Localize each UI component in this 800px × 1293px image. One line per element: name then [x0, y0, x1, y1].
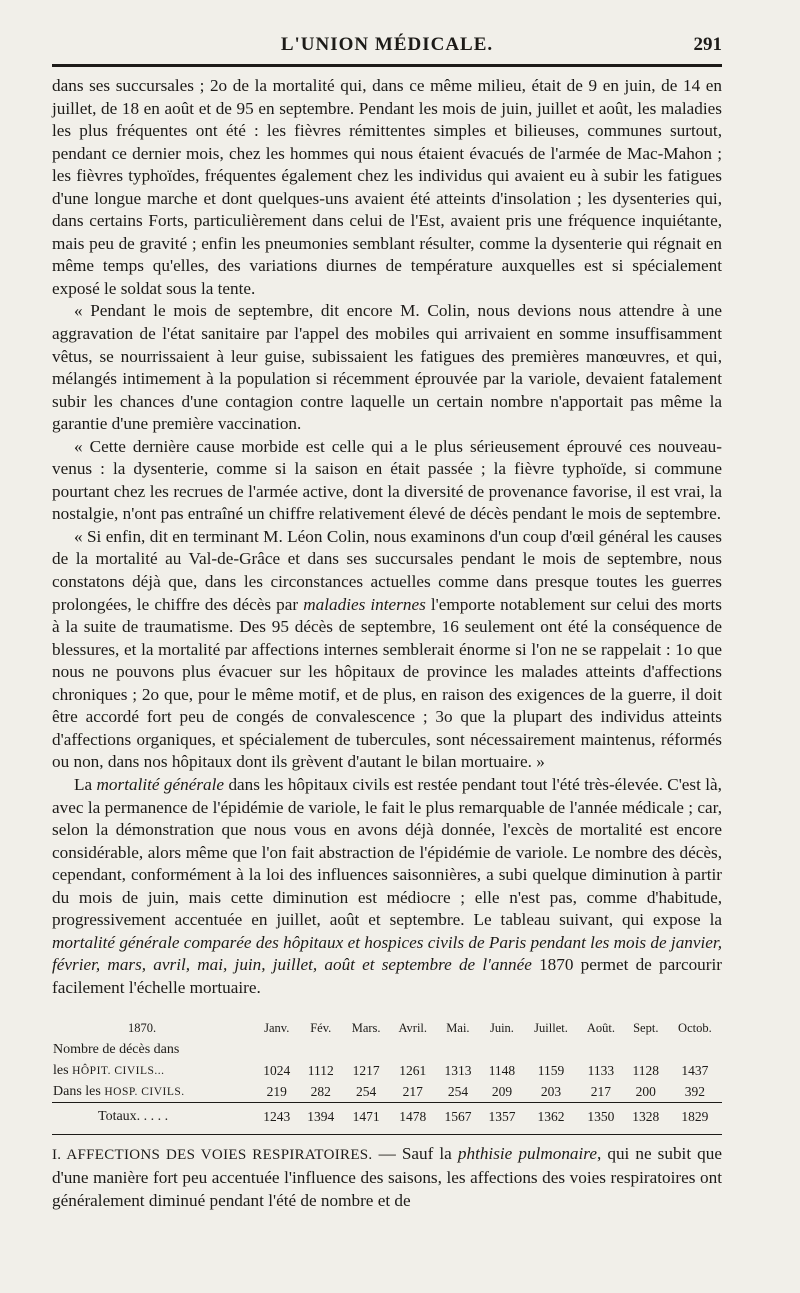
month-header: Octob.	[678, 1021, 712, 1036]
paragraph-4-italic: maladies internes	[303, 594, 426, 614]
table-cell: 1024	[263, 1062, 291, 1078]
section-heading: I. AFFECTIONS DES VOIES RESPIRATOIRES.	[52, 1147, 373, 1164]
page	[52, 20, 722, 1212]
month-header: Mars.	[351, 1021, 381, 1036]
table-cell: 1313	[444, 1062, 472, 1078]
section-italic: phthisie pulmonaire	[457, 1144, 597, 1164]
month-header: Avril.	[398, 1021, 428, 1036]
table-row	[52, 1060, 722, 1081]
month-header: Fév.	[310, 1021, 332, 1036]
paragraph-5-italic-2: mortalité générale comparée des hôpitaux et hospices civils de Paris pendant les mois de janvier, février, mars, avril, mai, juin, juillet, août et septembre de l'année	[52, 932, 722, 975]
table-cell: 217	[402, 1083, 423, 1099]
table-cell: 392	[684, 1083, 706, 1099]
section-text-b: , qui ne subit que d'une manière fort peu accentuée l'influence des saisons, les affections des voies respiratoires ont généralement diminué pendant l'été de nombre et de	[52, 1144, 722, 1210]
row-2-label-pre: Dans les	[53, 1083, 105, 1099]
table-cell: 1148	[488, 1062, 516, 1078]
table-cell: 1829	[668, 1103, 722, 1129]
table-cell: 1350	[578, 1103, 624, 1129]
table-cell: 1328	[624, 1103, 668, 1129]
paragraph-3: « Cette dernière cause morbide est celle qui a le plus sérieusement éprouvé ces nouveau-venus : la dysenterie, comme si la saison en était passée ; la fièvre typhoïde, si commune pourtant chez les recrues de l'armée active, dont la diversité de provenance favorise, il est vrai, la nostalgie, n'ont pas entraîné un chiffre relativement élevé de décès pendant le mois de septembre.	[52, 436, 722, 524]
paragraph-5	[52, 774, 722, 999]
row-1-label-sc: HÔPIT. CIVILS...	[72, 1064, 165, 1077]
month-header: Mai.	[446, 1021, 470, 1036]
table-cell: 1217	[352, 1062, 380, 1078]
paragraph-1: dans ses succursales ; 2o de la mortalité qui, dans ce même milieu, était de 9 en juin, de 14 en juillet, de 18 en août et de 95 en septembre. Pendant les mois de juin, juillet et août, les maladies les plus fréquentes ont été : les fièvres rémittentes simples et bilieuses, communes surtout, pendant ce dernier mois, chez les hommes qui nous étaient évacués de l'armée de Mac-Mahon ; les fièvres typhoïdes, fréquentes également chez les individus qui avaient eu à subir les fatigues d'une longue marche et dont quelques-uns avaient été atteints d'insolation ; les dysenteries qui, dans certains Forts, particulièrement dans celui de l'Est, avaient pris une fréquence inquiétante, mais peu de gravité ; enfin les pneumonies semblant résulter, comme la dysenterie qui régnait en même temps qu'elles, des variations diurnes de température auxquelles est si spécialement exposé le soldat sous la tente.	[52, 76, 722, 298]
table-cell: 1112	[307, 1062, 334, 1078]
table-cell: 254	[356, 1083, 377, 1099]
row-1-label	[52, 1060, 255, 1081]
paragraph-4	[52, 526, 722, 774]
page-number: 291	[693, 34, 722, 55]
paragraph-5-text-a: La	[74, 774, 97, 794]
paragraph-5-text-c: 1870 permet de parcourir facilement l'échelle mortuaire.	[52, 955, 722, 997]
table-cell: 209	[491, 1083, 513, 1099]
table-row	[52, 1081, 722, 1103]
table-cell: 1159	[537, 1062, 565, 1078]
month-header: Janv.	[264, 1021, 290, 1036]
month-header: Août.	[586, 1021, 615, 1036]
table-cell: 282	[310, 1083, 331, 1099]
table-totals-row	[52, 1103, 722, 1129]
table-cell: 203	[540, 1083, 562, 1099]
paragraph-2: « Pendant le mois de septembre, dit encore M. Colin, nous devions nous attendre à une aggravation de l'état sanitaire par l'appel des mobiles qui arrivaient en somme insuffisamment vêtus, se nourrissaient à leur guise, subissaient les fatigues des premières manœuvres, et qui, mélangés intimement à la population si récemment éprouvée par la variole, devaient fatalement subir les chances d'une contagion contre laquelle un certain nombre n'apportait pas même la garantie d'une première vaccination.	[52, 301, 722, 434]
table-cell: 1133	[587, 1062, 615, 1078]
paragraph-4-text-a: « Si enfin, dit en terminant M. Léon Colin, nous examinons d'un coup d'œil général les causes de la mortalité au Val-de-Grâce et dans ses succursales pendant le mois de septembre, nous constatons déjà que, dans les circonstances actuelles comme dans presque toutes les guerres prolongées, le chiffre des décès par	[52, 526, 722, 614]
month-header: Sept.	[633, 1021, 659, 1036]
paragraph-5-text-b: dans les hôpitaux civils est restée pendant tout l'été très-élevée. C'est là, avec la permanence de l'épidémie de variole, le fait le plus remarquable de l'année médicale ; car, selon la démonstration que nous vous en avons déjà donnée, l'excès de mortalité est encore considérable, alors même que l'on fait abstraction de l'épidémie de variole. Le nombre des décès, cependant, conformément à la loi des influences saisonnières, a subi quelque diminution à partir du mois de juin, mais cette diminution est médiocre ; elle n'est pas, comme d'habitude, progressivement accentuée en juillet, août et septembre. Le tableau suivant, qui expose la	[52, 774, 722, 930]
table-cell: 254	[447, 1083, 469, 1099]
table-cell: 1128	[632, 1062, 660, 1078]
body-text	[52, 75, 722, 999]
running-head	[52, 20, 722, 60]
month-header: Juillet.	[534, 1021, 568, 1036]
table-cell: 200	[635, 1083, 656, 1099]
table-cell: 1394	[299, 1103, 343, 1129]
section-text-a: — Sauf la	[372, 1144, 458, 1164]
paragraph-5-italic-1: mortalité générale	[96, 774, 225, 794]
table-cell: 1471	[343, 1103, 390, 1129]
totals-label: Totaux. . . . .	[52, 1103, 255, 1129]
table-cell: 1567	[436, 1103, 480, 1129]
row-2-label	[52, 1081, 255, 1103]
row-1-label-line-1: Nombre de décès dans	[53, 1041, 180, 1057]
table-cell: 219	[266, 1083, 287, 1099]
section-respiratory	[52, 1143, 722, 1212]
table-cell: 1261	[399, 1062, 427, 1078]
table-cell: 1243	[255, 1103, 299, 1129]
header-rule	[52, 64, 722, 67]
row-1-label-pre: les	[53, 1062, 73, 1078]
table-year: 1870.	[128, 1021, 157, 1036]
paragraph-4-text-b: l'emporte notablement sur celui des morts à la suite de traumatisme. Des 95 décès de septembre, 16 seulement ont été la conséquence de blessures, et la mortalité par affections internes semblerait énorme si l'on ne se rappelait : 1o que nous ne pouvons plus évacuer sur les hôpitaux de province les malades atteints d'affections chroniques ; 2o que, pour le même motif, et de plus, en raison des exigences de la guerre, il doit être accordé fort peu de congés de convalescence ; 3o que la plupart des individus atteints d'affections organiques, et spécialement de tubercules, sont nécessairement maintenus, réformés ou non, dans nos hôpitaux dont ils grèvent d'autant le bilan mortuaire. »	[52, 594, 722, 772]
table-cell: 1362	[524, 1103, 578, 1129]
mortality-table	[52, 1021, 722, 1128]
month-header: Juin.	[489, 1021, 514, 1036]
section-rule	[52, 1134, 722, 1135]
table-cell: 217	[590, 1083, 612, 1099]
journal-title: L'UNION MÉDICALE.	[280, 34, 494, 55]
table-header-row	[52, 1021, 722, 1039]
row-2-label-sc: HOSP. CIVILS.	[104, 1085, 185, 1098]
table-cell: 1437	[681, 1062, 709, 1078]
table-row-label	[52, 1039, 722, 1060]
table-cell: 1357	[480, 1103, 524, 1129]
table-cell: 1478	[390, 1103, 436, 1129]
